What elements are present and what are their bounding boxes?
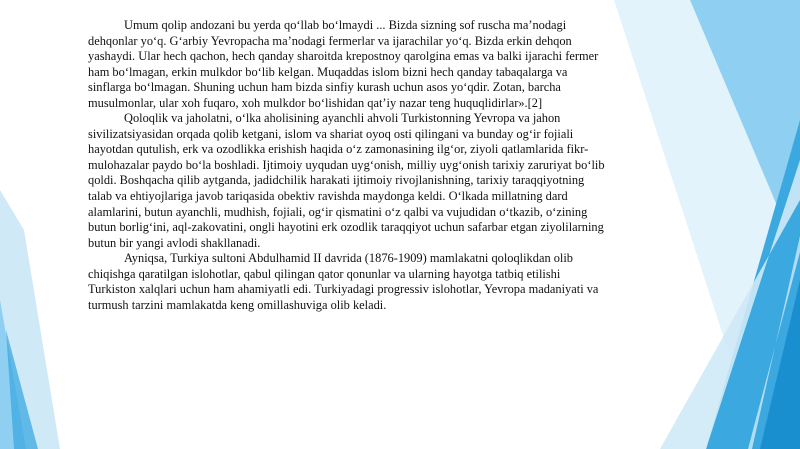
paragraph-2: Qoloqlik va jaholatni, o‘lka aholisining ayanchli ahvoli Turkistonning Yevropa va jahon sivilizatsiyasidan orqada qolib ketgani, islom va shariat oyoq osti qilingani va bunday og‘ir fojiali hayotdan qutulish, erk va ozodlikka erishish haqida o‘z zamonasining ilg‘or, ziyoli qatlamlarida fikr-mulohazalar paydo bo‘la boshladi. Ijtimoiy uyqudan uyg‘onish, milliy uyg‘onish tarixiy zaruriyat bo‘lib qoldi. Boshqacha qilib aytganda, jadidchilik harakati ijtimoiy rivojlanishning, tarixiy taraqqiyotning talab va ehtiyojlariga javob tariqasida obektiv ravishda maydonga keldi. O‘lkada millatning dard alamlarini, butun ayanchli, mudhish, fojiali, og‘ir qismatini o‘z qalbi va vujudidan o‘tkazib, o‘zining butun borlig‘ini, aql-zakovatini, ongli hayotini erk ozodlik taraqqiyot uchun safarbar etgan ziyolilarning butun bir yangi avlodi shakllanadi. bbox=[88, 111, 605, 250]
paragraph-1: Umum qolip andozani bu yerda qo‘llab bo‘lmaydi ... Bizda sizning sof ruscha ma’nodagi dehqonlar yo‘q. G‘arbiy Yevropacha ma’nodagi fermerlar va ijarachilar yo‘q. Bizda erkin dehqon yashaydi. Ular hech qachon, hech qanday sharoitda krepostnoy qarolgina emas va balki ijarachi fermer ham bo‘lmagan, erkin mulkdor bo‘lib kelgan. Muqaddas islom bizni hech qanday tabaqalarga va sinflarga bo‘lmagan. Shuning uchun ham bizda sinfiy kurash uchun asos yo‘qdir. Zotan, barcha musulmonlar, ular xoh fuqaro, xoh mulkdor bo‘lishidan qat’iy nazar teng huquqlidirlar».[2] bbox=[88, 18, 599, 110]
paragraph-3: Ayniqsa, Turkiya sultoni Abdulhamid II davrida (1876-1909) mamlakatni qoloqlikdan olib chiqishga qaratilgan islohotlar, qabul qilingan qator qonunlar va ularning hayotga tatbiq etilishi Turkiston xalqlari uchun ham ahamiyatli edi. Turkiyadagi progressiv islohotlar, Yevropa madaniyati va turmush tarzini mamlakatda keng omillashuviga olib keladi. bbox=[88, 251, 599, 312]
text-body bbox=[88, 18, 608, 313]
